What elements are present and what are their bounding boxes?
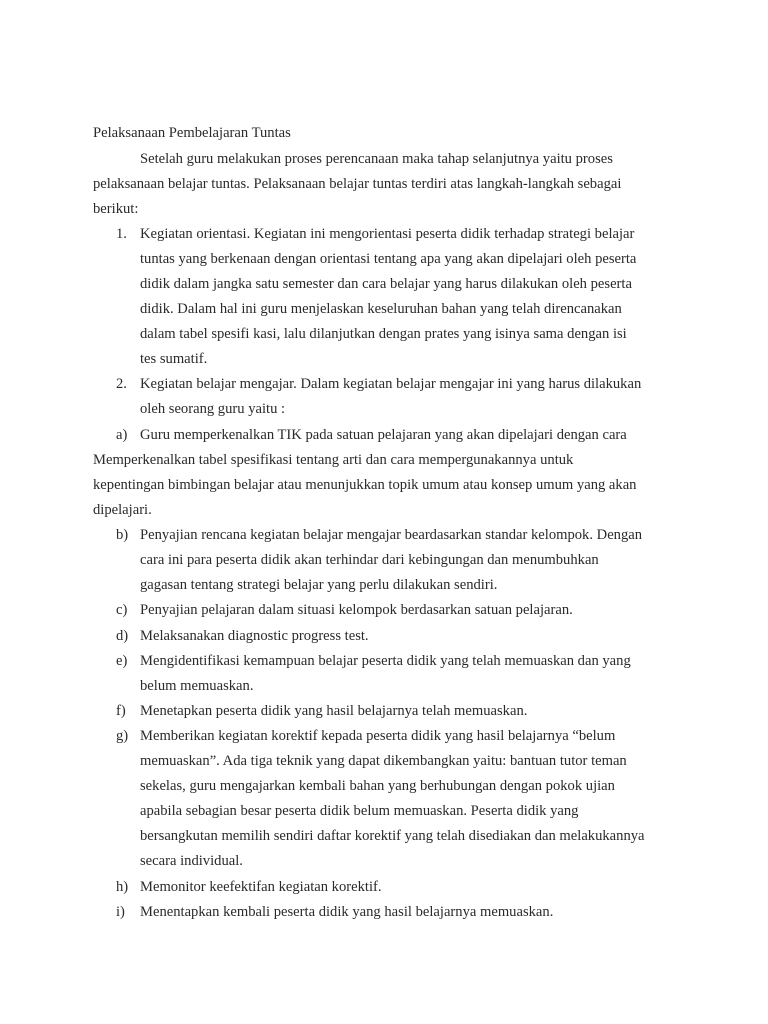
document-title: Pelaksanaan Pembelajaran Tuntas xyxy=(93,125,291,141)
list-item-line: Menetapkan peserta didik yang hasil belajarnya telah memuaskan. xyxy=(140,703,528,719)
list-item-line: oleh seorang guru yaitu : xyxy=(140,401,286,417)
list-marker: e) xyxy=(116,653,128,669)
list-item-line: kepentingan bimbingan belajar atau menunjukkan topik umum atau konsep umum yang akan xyxy=(93,477,637,493)
list-marker: f) xyxy=(116,703,126,719)
list-item-line: sekelas, guru mengajarkan kembali bahan yang berhubungan dengan pokok ujian xyxy=(140,778,615,794)
list-item-line: bersangkutan memilih sendiri daftar korektif yang telah disediakan dan melakukannya xyxy=(140,828,645,844)
list-marker: d) xyxy=(116,628,129,644)
list-marker: i) xyxy=(116,904,125,920)
list-item-line: apabila sebagian besar peserta didik belum memuaskan. Peserta didik yang xyxy=(140,803,579,819)
list-marker: c) xyxy=(116,602,128,618)
list-item-line: memuaskan”. Ada tiga teknik yang dapat dikembangkan yaitu: bantuan tutor teman xyxy=(140,753,627,769)
intro-line: Setelah guru melakukan proses perencanaan maka tahap selanjutnya yaitu proses xyxy=(140,151,613,167)
list-item-line: dalam tabel spesifi kasi, lalu dilanjutkan dengan prates yang isinya sama dengan isi xyxy=(140,326,627,342)
list-marker: h) xyxy=(116,879,129,895)
list-item-line: belum memuaskan. xyxy=(140,678,254,694)
list-item-line: dipelajari. xyxy=(93,502,152,518)
list-item-line: Penyajian pelajaran dalam situasi kelompok berdasarkan satuan pelajaran. xyxy=(140,602,573,618)
list-item-line: didik. Dalam hal ini guru menjelaskan keseluruhan bahan yang telah direncanakan xyxy=(140,301,622,317)
list-item-line: tuntas yang berkenaan dengan orientasi tentang apa yang akan dipelajari oleh peserta xyxy=(140,251,637,267)
list-item-line: Kegiatan orientasi. Kegiatan ini mengorientasi peserta didik terhadap strategi belajar xyxy=(140,226,635,242)
list-item-line: Menentapkan kembali peserta didik yang hasil belajarnya memuaskan. xyxy=(140,904,554,920)
intro-line: pelaksanaan belajar tuntas. Pelaksanaan belajar tuntas terdiri atas langkah-langkah sebagai xyxy=(93,176,622,192)
list-item-line: Memperkenalkan tabel spesifikasi tentang arti dan cara mempergunakannya untuk xyxy=(93,452,574,468)
list-marker: b) xyxy=(116,527,129,543)
list-item-line: Melaksanakan diagnostic progress test. xyxy=(140,628,369,644)
list-item-line: secara individual. xyxy=(140,853,243,869)
list-item-line: Penyajian rencana kegiatan belajar mengajar beardasarkan standar kelompok. Dengan xyxy=(140,527,643,543)
list-item-line: tes sumatif. xyxy=(140,351,208,367)
list-item-line: Kegiatan belajar mengajar. Dalam kegiatan belajar mengajar ini yang harus dilakukan xyxy=(140,376,642,392)
list-item-line: gagasan tentang strategi belajar yang perlu dilakukan sendiri. xyxy=(140,577,498,593)
list-item-line: didik dalam jangka satu semester dan cara belajar yang harus dilakukan oleh peserta xyxy=(140,276,632,292)
list-marker: g) xyxy=(116,728,129,744)
list-item-line: Guru memperkenalkan TIK pada satuan pelajaran yang akan dipelajari dengan cara xyxy=(140,427,627,443)
list-item-line: Memberikan kegiatan korektif kepada peserta didik yang hasil belajarnya “belum xyxy=(140,728,616,744)
list-marker: 1. xyxy=(116,226,127,242)
intro-line: berikut: xyxy=(93,201,139,217)
list-marker: 2. xyxy=(116,376,127,392)
list-marker: a) xyxy=(116,427,128,443)
list-item-line: Memonitor keefektifan kegiatan korektif. xyxy=(140,879,382,895)
list-item-line: cara ini para peserta didik akan terhindar dari kebingungan dan menumbuhkan xyxy=(140,552,599,568)
list-item-line: Mengidentifikasi kemampuan belajar peserta didik yang telah memuaskan dan yang xyxy=(140,653,631,669)
